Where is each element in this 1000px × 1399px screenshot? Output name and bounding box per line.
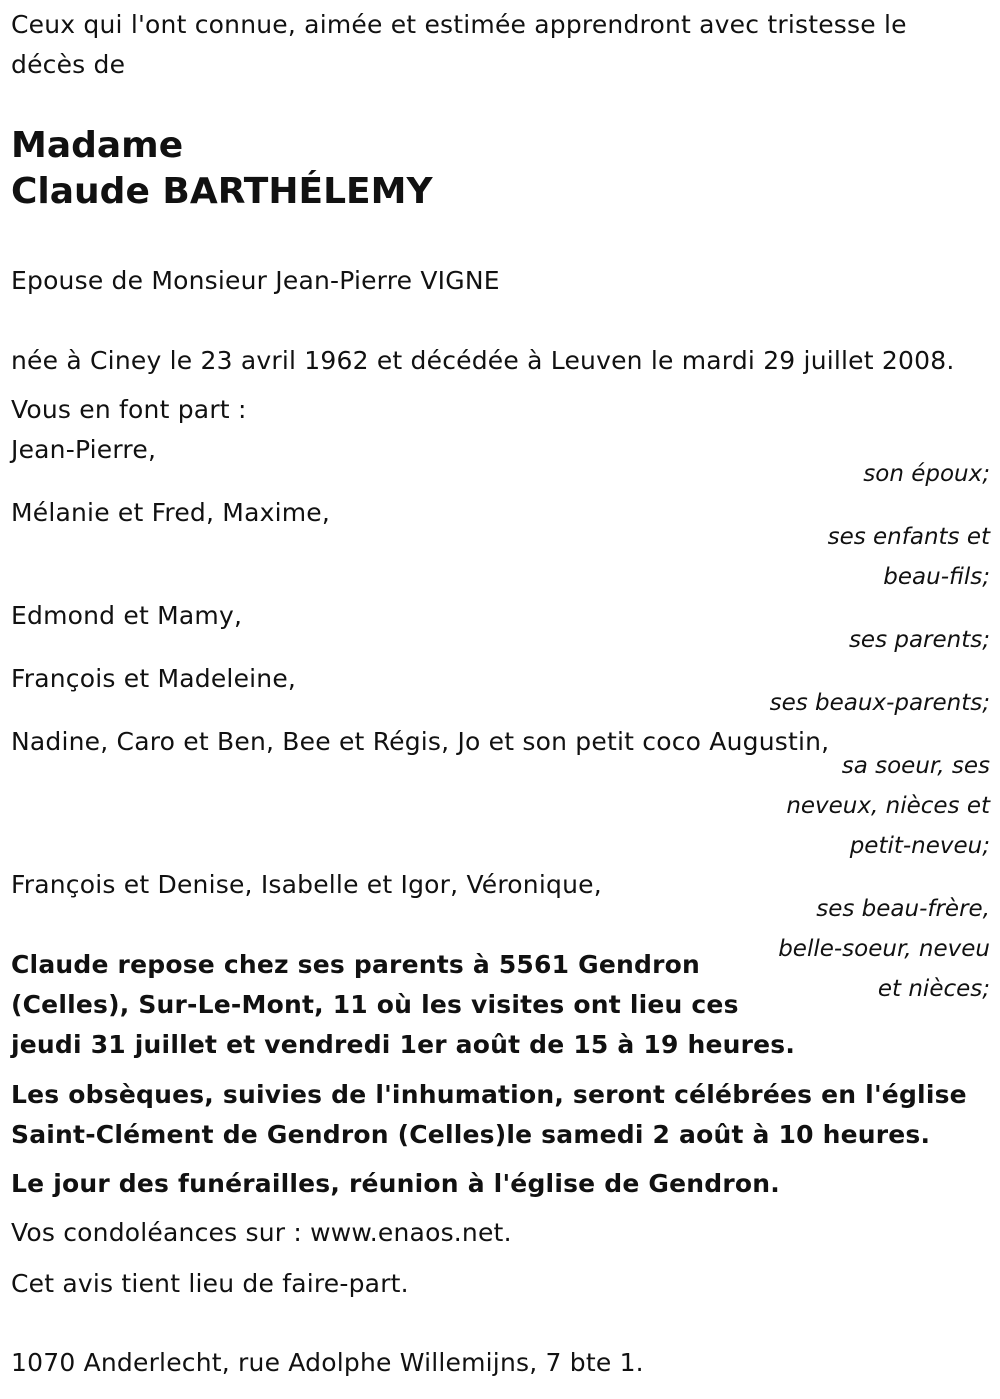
deceased-name: Claude BARTHÉLEMY <box>11 171 433 212</box>
family-relation: ses enfants et <box>827 524 990 550</box>
funeral-text: Les obsèques, suivies de l'inhumation, seront célébrées en l'église <box>11 1080 967 1109</box>
family-names: Mélanie et Fred, Maxime, <box>11 498 331 527</box>
family-names: François et Madeleine, <box>11 664 297 693</box>
announce-intro: Vous en font part : <box>11 395 247 424</box>
visitation-text: Claude repose chez ses parents à 5561 Gendron <box>11 950 700 979</box>
family-relation: ses beau-frère, <box>816 896 990 922</box>
family-relation: ses beaux-parents; <box>769 690 990 716</box>
meeting-text: Le jour des funérailles, réunion à l'église de Gendron. <box>11 1169 780 1198</box>
family-relation: neveux, nièces et <box>786 793 990 819</box>
family-relation: ses parents; <box>848 627 990 653</box>
family-names: François et Denise, Isabelle et Igor, Véronique, <box>11 870 602 899</box>
birth-death-line: née à Ciney le 23 avril 1962 et décédée à Leuven le mardi 29 juillet 2008. <box>11 346 955 375</box>
title-honorific: Madame <box>11 125 184 166</box>
visitation-text: (Celles), Sur-Le-Mont, 11 où les visites ont lieu ces <box>11 990 739 1019</box>
family-names: Edmond et Mamy, <box>11 601 243 630</box>
family-relation: beau-fils; <box>883 564 990 590</box>
family-relation: petit-neveu; <box>849 833 990 859</box>
address-text: 1070 Anderlecht, rue Adolphe Willemijns, 7 bte 1. <box>11 1348 644 1377</box>
family-names: Jean-Pierre, <box>11 435 157 464</box>
condolences-text: Vos condoléances sur : www.enaos.net. <box>11 1218 512 1247</box>
visitation-text: jeudi 31 juillet et vendredi 1er août de 15 à 19 heures. <box>11 1030 796 1059</box>
family-relation: sa soeur, ses <box>841 753 990 779</box>
family-relation: et nièces; <box>877 976 990 1002</box>
family-relation: belle-soeur, neveu <box>778 936 990 962</box>
funeral-text: Saint-Clément de Gendron (Celles)le samedi 2 août à 10 heures. <box>11 1120 931 1149</box>
notice-text: Cet avis tient lieu de faire-part. <box>11 1269 409 1298</box>
family-relation: son époux; <box>863 461 990 487</box>
intro-text: Ceux qui l'ont connue, aimée et estimée apprendront avec tristesse le décès de <box>11 10 907 79</box>
spouse-line: Epouse de Monsieur Jean-Pierre VIGNE <box>11 266 500 295</box>
family-names: Nadine, Caro et Ben, Bee et Régis, Jo et son petit coco Augustin, <box>11 727 830 756</box>
